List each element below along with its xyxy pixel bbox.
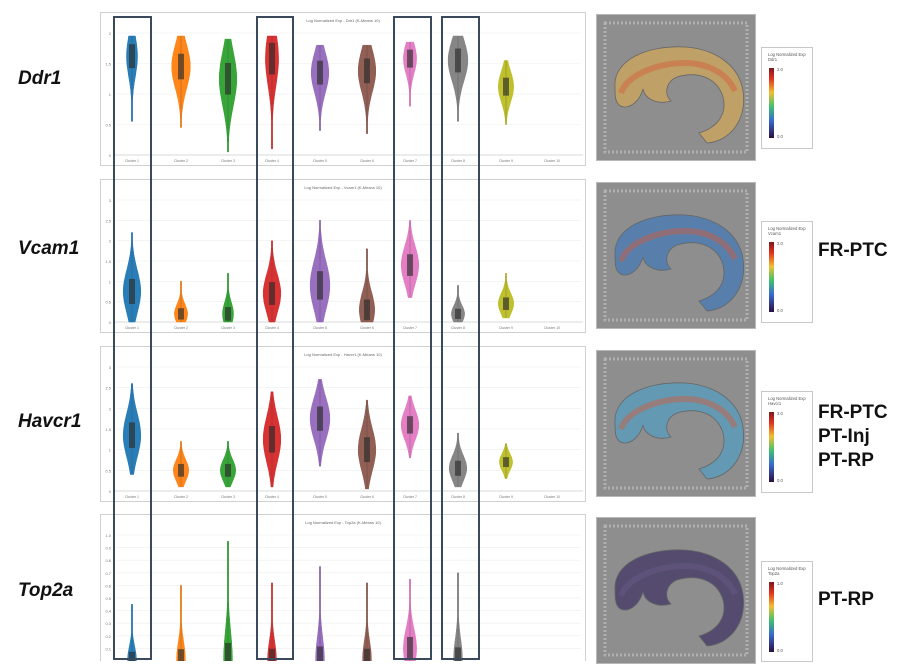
y-tick-label: 0.5 [105, 299, 111, 305]
x-tick-label: Cluster 9 [498, 495, 514, 499]
colorbar-gradient [769, 242, 774, 312]
y-tick-label: 0.6 [105, 583, 111, 589]
x-tick-label: Cluster 4 [264, 326, 280, 330]
colorbar-title: Log Normalized Exp [768, 52, 806, 57]
y-tick-label: 3 [108, 365, 111, 370]
plot-title: Log Normalized Exp - Ddr1 (K-Means 10) [306, 18, 380, 23]
annotation-labels-top2a [818, 588, 874, 612]
gene-label-top2a: Top2a [18, 580, 74, 601]
colorbar-title: Top2a [768, 571, 780, 576]
x-tick-label: Cluster 1 [124, 159, 140, 163]
x-tick-label: Cluster 3 [220, 495, 236, 499]
colorbar-gradient [769, 582, 774, 652]
colorbar-max-label: 2.0 [777, 67, 783, 72]
x-tick-label: Cluster 7 [402, 495, 418, 499]
colorbar-min-label: 0.0 [777, 478, 783, 483]
y-tick-label: 1 [108, 92, 111, 97]
violin-panel-havcr1 [100, 346, 586, 502]
x-tick-label: Cluster 8 [450, 495, 466, 499]
annotation-label: PT-RP [818, 450, 874, 471]
y-tick-label: 0 [108, 320, 111, 325]
x-tick-label: Cluster 4 [264, 495, 280, 499]
x-tick-label: Cluster 10 [544, 495, 560, 499]
annotation-label: FR-PTC [818, 240, 888, 261]
y-tick-label: 1.5 [105, 427, 111, 432]
tissue-map-ddr1 [596, 14, 756, 161]
x-tick-label: Cluster 2 [173, 326, 189, 330]
colorbar-title: Log Normalized Exp [768, 396, 806, 401]
colorbar-title: Vcam1 [768, 231, 782, 236]
violin-panel-top2a [100, 514, 586, 661]
colorbar-title: Log Normalized Exp [768, 566, 806, 571]
y-tick-label: 2.5 [105, 385, 111, 391]
y-tick-label: 2 [108, 406, 111, 412]
plot-title: Log Normalized Exp - Havcr1 (K-Means 10) [304, 352, 382, 357]
annotation-labels-havcr1 [818, 401, 888, 473]
y-tick-label: 2.5 [105, 218, 111, 224]
annotation-label: PT-RP [818, 589, 874, 610]
violin-panel-vcam1 [100, 179, 586, 333]
y-tick-label: 1 [108, 279, 111, 285]
gene-label-vcam1: Vcam1 [18, 238, 80, 259]
violin-chart-vcam1 [101, 180, 585, 332]
colorbar-min-label: 0.0 [777, 648, 783, 653]
y-tick-label: 0.5 [105, 468, 111, 474]
annotation-label: FR-PTC [818, 402, 888, 423]
x-tick-label: Cluster 5 [312, 326, 328, 330]
violin-chart-top2a [101, 515, 585, 661]
gene-label-havcr1: Havcr1 [18, 411, 82, 432]
x-tick-label: Cluster 2 [173, 159, 189, 163]
colorbar-legend-vcam1 [761, 221, 813, 323]
tissue-map-vcam1 [596, 182, 756, 329]
x-tick-label: Cluster 7 [402, 159, 418, 163]
gene-label-ddr1: Ddr1 [18, 68, 62, 89]
y-tick-label: 3 [108, 198, 111, 203]
y-tick-label: 0 [108, 153, 111, 158]
x-tick-label: Cluster 3 [220, 326, 236, 330]
colorbar-legend-havcr1 [761, 391, 813, 493]
plot-title: Log Normalized Exp - Top2a (K-Means 10) [305, 520, 381, 525]
x-tick-label: Cluster 6 [359, 326, 375, 330]
y-tick-label: 0.7 [105, 570, 111, 576]
colorbar-min-label: 0.0 [777, 308, 783, 313]
y-tick-label: 0.9 [105, 545, 111, 551]
violin-panel-ddr1 [100, 12, 586, 166]
x-tick-label: Cluster 10 [544, 159, 560, 163]
x-tick-label: Cluster 5 [312, 159, 328, 163]
y-tick-label: 0.5 [105, 596, 111, 601]
colorbar-title: Log Normalized Exp [768, 226, 806, 231]
tissue-map-top2a [596, 517, 756, 664]
x-tick-label: Cluster 9 [498, 159, 514, 163]
y-tick-label: 1 [108, 447, 111, 453]
colorbar-title: Ddr1 [768, 57, 778, 62]
x-tick-label: Cluster 8 [450, 326, 466, 330]
violin-chart-havcr1 [101, 347, 585, 501]
x-tick-label: Cluster 8 [450, 159, 466, 163]
y-tick-label: 1.0 [105, 533, 111, 538]
y-tick-label: 2 [108, 238, 111, 244]
x-tick-label: Cluster 1 [124, 326, 140, 330]
x-tick-label: Cluster 4 [264, 159, 280, 163]
annotation-labels-vcam1 [818, 239, 888, 263]
y-tick-label: 0.1 [105, 646, 111, 652]
violin-chart-ddr1 [101, 13, 585, 165]
y-tick-label: 1.5 [105, 259, 111, 264]
x-tick-label: Cluster 3 [220, 159, 236, 163]
colorbar-max-label: 1.0 [777, 581, 783, 586]
y-tick-label: 0.4 [105, 608, 111, 614]
x-tick-label: Cluster 1 [124, 495, 140, 499]
x-tick-label: Cluster 7 [402, 326, 418, 330]
y-tick-label: 0.5 [105, 122, 111, 128]
colorbar-legend-top2a [761, 561, 813, 662]
x-tick-label: Cluster 2 [173, 495, 189, 499]
y-tick-label: 0.2 [105, 633, 111, 639]
colorbar-max-label: 3.0 [777, 411, 783, 416]
plot-title: Log Normalized Exp - Vcam1 (K-Means 10) [304, 185, 382, 190]
colorbar-min-label: 0.0 [777, 134, 783, 139]
y-tick-label: 0.3 [105, 621, 111, 627]
colorbar-title: Havcr1 [768, 401, 782, 406]
annotation-label: PT-Inj [818, 426, 870, 447]
x-tick-label: Cluster 10 [544, 326, 560, 330]
colorbar-legend-ddr1 [761, 47, 813, 149]
y-tick-label: 0.8 [105, 558, 111, 564]
y-tick-label: 2 [108, 31, 111, 36]
x-tick-label: Cluster 5 [312, 495, 328, 499]
colorbar-gradient [769, 412, 774, 482]
colorbar-gradient [769, 68, 774, 138]
x-tick-label: Cluster 6 [359, 495, 375, 499]
y-tick-label: 0 [108, 489, 111, 494]
colorbar-max-label: 2.0 [777, 241, 783, 246]
y-tick-label: 1.5 [105, 61, 111, 67]
x-tick-label: Cluster 6 [359, 159, 375, 163]
x-tick-label: Cluster 9 [498, 326, 514, 330]
tissue-map-havcr1 [596, 350, 756, 497]
